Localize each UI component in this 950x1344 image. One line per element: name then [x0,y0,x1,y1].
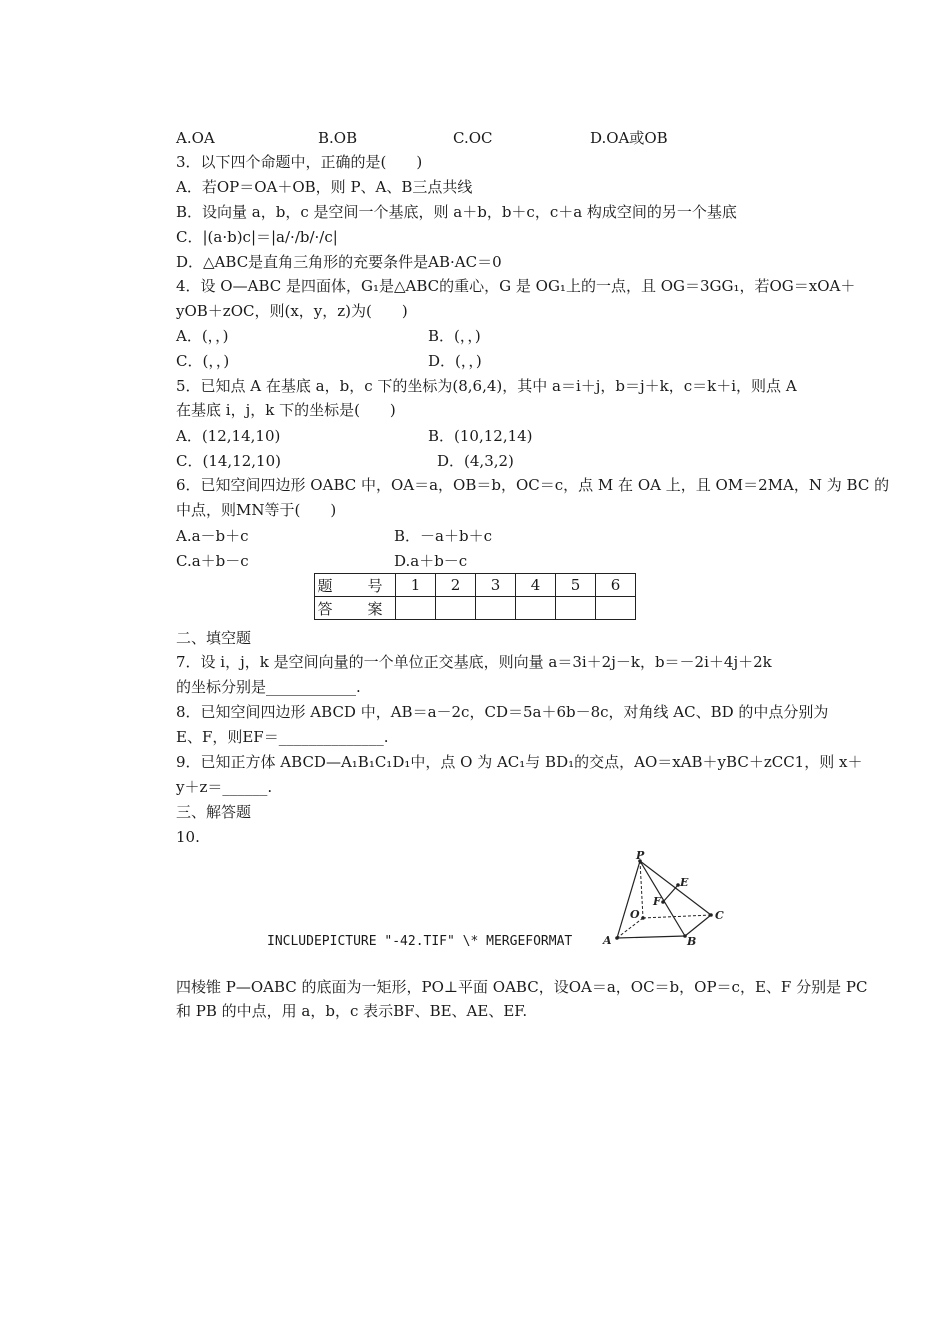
q5-option-d: D．(4,3,2) [437,452,514,470]
answer-label: 答 案 [315,597,396,620]
vertex-label-o: O [630,908,640,921]
q6-option-b: B．－a＋b＋c [394,527,492,545]
question-number-label: 题 号 [315,574,396,597]
q6-option-a: A.a－b＋c [176,527,249,545]
q4-option-a: A．(，，) [176,327,229,345]
question-number-cell: 3 [476,574,516,597]
segment-ef [663,885,678,902]
vertex-label-f: F [653,895,661,908]
q7-line2: 的坐标分别是____________. [176,678,361,696]
vertex-label-p: P [636,849,645,862]
q7-line1: 7．设 i，j，k 是空间向量的一个单位正交基底，则向量 a＝3i＋2j－k，b＝－2i＋4j＋2k [176,653,772,671]
edge-po [640,861,643,918]
q4-option-d: D．(，，) [428,352,482,370]
q6-stem-line1: 6．已知空间四边形 OABC 中，OA＝a，OB＝b，OC＝c，点 M 在 OA 上，且 OM＝2MA，N 为 BC 的 [176,476,890,494]
q2-option-c: C.OC [453,129,493,147]
q5-option-b: B．(10,12,14) [428,427,533,445]
vertex-label-b: B [687,935,697,948]
q3-option-d: D．△ABC是直角三角形的充要条件是AB·AC＝0 [176,253,502,271]
question-number-cell: 5 [556,574,596,597]
q4-stem-line1: 4．设 O—ABC 是四面体，G₁是△ABC的重心，G 是 OG₁上的一点，且 OG＝3GG₁，若OG＝xOA＋ [176,277,856,295]
q10-number: 10. [176,828,200,846]
answer-table-answer-row [315,597,636,620]
answer-cell[interactable] [476,597,516,620]
q8-line1: 8．已知空间四边形 ABCD 中，AB＝a－2c，CD＝5a＋6b－8c，对角线 AC、BD 的中点分别为 [176,703,829,721]
q4-option-b: B．(，，) [428,327,481,345]
q4-option-c: C．(，，) [176,352,230,370]
section-answer-heading: 三、解答题 [176,803,252,821]
question-number-cell: 2 [436,574,476,597]
includepicture-field: INCLUDEPICTURE "-42.TIF" \* MERGEFORMAT [267,934,573,949]
edge-pa [617,861,640,938]
answer-cell[interactable] [396,597,436,620]
q5-stem-line1: 5．已知点 A 在基底 a，b，c 下的坐标为(8,6,4)，其中 a＝i＋j，b＝j＋k，c＝k＋i，则点 A [176,377,797,395]
q6-option-d: D.a＋b－c [394,552,468,570]
q2-option-d: D.OA或OB [590,129,668,147]
answer-cell[interactable] [436,597,476,620]
pyramid-figure [598,848,738,952]
vertex-label-e: E [680,876,689,889]
q10-line1: 四棱锥 P—OABC 的底面为一矩形，PO⊥平面 OABC，设OA＝a，OC＝b，OP＝c，E、F 分别是 PC [176,978,868,996]
answer-cell[interactable] [596,597,636,620]
question-number-cell: 1 [396,574,436,597]
q8-line2: E、F，则EF＝______________. [176,728,389,746]
q2-option-b: B.OB [318,129,358,147]
q6-stem-line2: 中点，则MN等于( ) [176,501,337,519]
q5-stem-line2: 在基底 i，j，k 下的坐标是( ) [176,401,396,419]
edge-ab [617,936,685,938]
q10-line2: 和 PB 的中点，用 a，b，c 表示BF、BE、AE、EF. [176,1002,528,1020]
edge-pb [640,861,685,936]
q3-option-b: B．设向量 a，b，c 是空间一个基底，则 a＋b，b＋c，c＋a 构成空间的另一个基底 [176,203,737,221]
q3-stem: 3．以下四个命题中，正确的是( ) [176,153,423,171]
q5-option-a: A．(12,14,10) [176,427,281,445]
question-number-cell: 6 [596,574,636,597]
q6-option-c: C.a＋b－c [176,552,249,570]
q3-option-a: A．若OP＝OA＋OB，则 P、A、B三点共线 [176,178,473,196]
q9-line1: 9．已知正方体 ABCD—A₁B₁C₁D₁中，点 O 为 AC₁与 BD₁的交点，AO＝xAB＋yBC＋zCC1，则 x＋ [176,753,863,771]
vertex-label-a: A [603,934,612,947]
q5-option-c: C．(14,12,10) [176,452,281,470]
edge-bc [685,915,711,936]
question-number-cell: 4 [516,574,556,597]
answer-table-number-row [315,574,636,597]
vertex-label-c: C [715,909,724,922]
q3-option-c: C．|(a·b)c|＝|a/·/b/·/c| [176,228,338,246]
answer-cell[interactable] [556,597,596,620]
q9-line2: y＋z＝______. [176,778,273,796]
edge-oa [617,918,643,938]
answer-table [314,573,636,620]
answer-cell[interactable] [516,597,556,620]
q4-stem-line2: yOB＋zOC，则(x，y，z)为( ) [176,302,408,320]
q2-option-a: A.OA [176,129,215,147]
edge-oc [643,915,711,918]
section-fill-in-heading: 二、填空题 [176,629,252,647]
